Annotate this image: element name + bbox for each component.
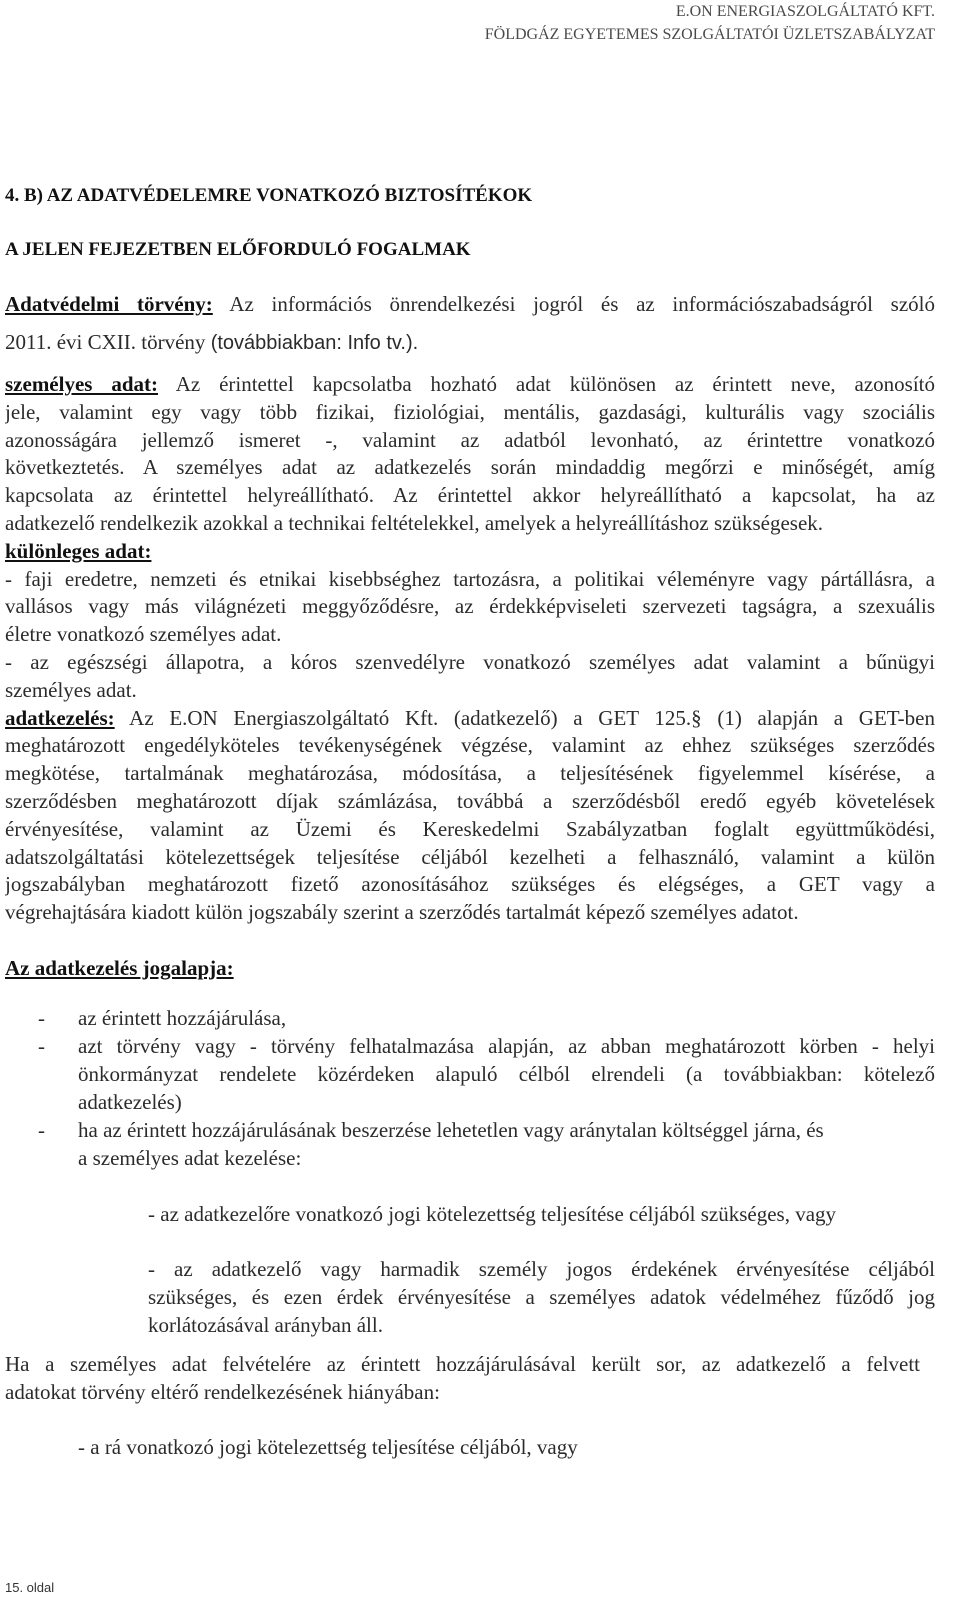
personal-data-line: kapcsolata az érintettel helyreállítható. Az érintettel akkor helyreállítható a kapcsolat, ha az (5, 483, 935, 508)
special-data-heading (5, 538, 935, 566)
sub-item-line: korlátozásával arányban áll. (148, 1312, 383, 1337)
page-number: 15. oldal (5, 1580, 55, 1595)
personal-data-line (5, 371, 935, 399)
definitions-block (5, 371, 935, 927)
consent-paragraph (5, 1351, 920, 1407)
sub-item-line: - az adatkezelő vagy harmadik személy jogos érdekének érvényesítése céljából (148, 1257, 935, 1281)
personal-data-line: adatkezelő rendelkezik azokkal a technikai feltételekkel, amelyek a helyreállításhoz szükségesek. (5, 510, 824, 535)
list-item-line: azt törvény vagy - törvény felhatalmazása alapján, az abban meghatározott körben - helyi (78, 1034, 935, 1058)
data-processing-line: megkötése, tartalmának meghatározása, módosítása, a teljesítésének figyelemmel kísérése, a (5, 761, 935, 786)
data-processing-line: szerződésben meghatározott díjak számlázása, továbbá a szerződésből eredő egyéb követelések (5, 788, 935, 813)
special-data-term: különleges adat: (5, 538, 152, 563)
legal-basis-heading (5, 955, 935, 983)
legal-basis-title-line (5, 955, 935, 983)
data-processing-text: Az E.ON Energiaszolgáltató Kft. (adatkezelő) a GET 125.§ (1) alapján a GET-ben (129, 705, 935, 730)
legal-basis-list (0, 1004, 935, 1172)
data-protection-act-line (5, 291, 935, 319)
list-item-line: önkormányzat rendelete közérdeken alapuló célból elrendeli (a továbbiakban: kötelező (78, 1062, 935, 1086)
personal-data-line: következtetés. A személyes adat az adatkezelés során mindaddig megőrzi e minőségét, amíg (5, 455, 935, 480)
data-protection-act-text: Az információs önrendelkezési jogról és az információszabadságról szóló (229, 292, 935, 316)
section-title: 4. B) AZ ADATVÉDELEMRE VONATKOZÓ BIZTOSÍTÉKOK (5, 185, 533, 206)
legal-basis-sub-item (148, 1201, 935, 1229)
legal-basis-title: Az adatkezelés jogalapja: (5, 956, 234, 980)
data-processing-line: meghatározott engedélyköteles tevékenységének végzése, valamint az ehhez szükséges szerződés (5, 733, 935, 758)
list-item-line: az érintett hozzájárulása, (78, 1006, 287, 1030)
personal-data-term: személyes adat: (5, 372, 158, 396)
data-protection-act-short-name: (továbbiakban: Info tv.). (210, 331, 419, 354)
data-processing-line: végrehajtására kiadott külön jogszabály szerint a szerződés tartalmát képező személyes adatot. (5, 900, 799, 925)
data-processing-line (5, 705, 935, 733)
data-processing-line: jogszabályban meghatározott fizető azonosításához szükséges és elégséges, a GET vagy a (5, 872, 935, 897)
personal-data-line: jele, valamint egy vagy több fizikai, fiziológiai, mentális, gazdasági, kulturális vagy szociális (5, 399, 935, 424)
header-document-title: FÖLDGÁZ EGYETEMES SZOLGÁLTATÓI ÜZLETSZABÁLYZAT (484, 26, 935, 43)
personal-data-text: Az érintettel kapcsolatba hozható adat különösen az érintett neve, azonosító (175, 372, 935, 396)
special-data-line: életre vonatkozó személyes adat. (5, 622, 282, 647)
list-bullet: - (38, 1006, 45, 1030)
consent-line: Ha a személyes adat felvételére az érintett hozzájárulásával került sor, az adatkezelő a felvett (5, 1352, 920, 1376)
sub-item-line: szükséges, és ezen érdek érvényesítése a személyes adatok védelméhez fűződő jog (148, 1284, 935, 1309)
header-company: E.ON ENERGIASZOLGÁLTATÓ KFT. (675, 3, 935, 20)
consent-sub-item (78, 1434, 935, 1462)
data-protection-act-text: 2011. évi CXII. törvény (5, 329, 206, 354)
data-processing-line: érvényesítése, valamint az Üzemi és Kereskedelmi Szabályzatban foglalt együttműködési, (5, 816, 935, 841)
data-protection-act-term: Adatvédelmi törvény: (5, 292, 213, 316)
special-data-line: személyes adat. (5, 677, 137, 702)
list-item-line: ha az érintett hozzájárulásának beszerzése lehetetlen vagy aránytalan költséggel járna, és (78, 1118, 824, 1142)
list-item (0, 1032, 935, 1116)
list-bullet: - (38, 1034, 45, 1058)
subsection-title: A JELEN FEJEZETBEN ELŐFORDULÓ FOGALMAK (5, 239, 471, 260)
list-item (0, 1116, 935, 1172)
special-data-line: - az egészségi állapotra, a kóros szenvedélyre vonatkozó személyes adat valamint a bűnügyi (5, 649, 935, 674)
personal-data-line: azonosságára jellemző ismeret -, valamint az adatból levonható, az érintettre vonatkozó (5, 427, 935, 452)
list-item-line: adatkezelés) (78, 1090, 182, 1114)
data-processing-term: adatkezelés: (5, 705, 115, 730)
list-item-line: a személyes adat kezelése: (78, 1146, 302, 1170)
data-protection-act-line (5, 327, 935, 357)
special-data-line: vallásos vagy más világnézeti meggyőződésre, az érdekképviseleti szervezeti tagságra, a szexuális (5, 594, 935, 619)
legal-basis-sub-item (148, 1256, 935, 1339)
sub-item-line: - az adatkezelőre vonatkozó jogi kötelezettség teljesítése céljából szükséges, vagy (148, 1202, 837, 1226)
special-data-line: - faji eredetre, nemzeti és etnikai kisebbséghez tartozásra, a politikai véleményre vagy pártállásra, a (5, 566, 935, 591)
data-protection-act-definition (5, 291, 935, 357)
list-bullet: - (38, 1118, 45, 1142)
consent-line: adatokat törvény eltérő rendelkezésének hiányában: (5, 1379, 440, 1404)
consent-sub-item-line: - a rá vonatkozó jogi kötelezettség teljesítése céljából, vagy (78, 1435, 578, 1459)
list-item (0, 1004, 935, 1032)
data-processing-line: adatszolgáltatási kötelezettségek teljesítése céljából kezelheti a felhasználó, valamint a külön (5, 844, 935, 869)
